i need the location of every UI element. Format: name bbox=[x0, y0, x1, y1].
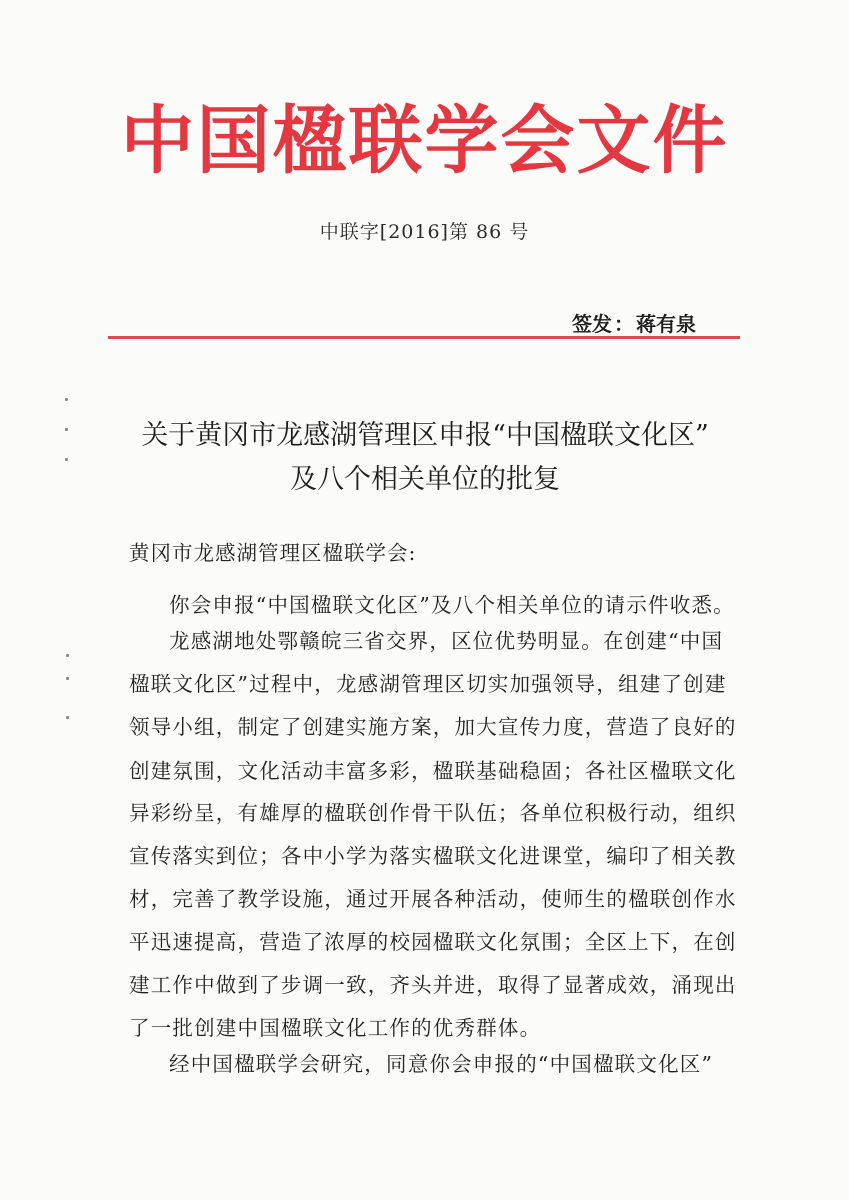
body-line: 平迅速提高，营造了浓厚的校园楹联文化氛围；全区上下，在创 bbox=[129, 930, 737, 954]
body-line: 材，完善了教学设施，通过开展各种活动，使师生的楹联创作水 bbox=[129, 887, 737, 911]
scan-speck bbox=[66, 654, 69, 657]
signer-name: 蒋有泉 bbox=[636, 312, 696, 336]
scan-speck bbox=[66, 716, 69, 719]
signer-separator: ： bbox=[614, 312, 634, 336]
body-line: 楹联文化区”过程中，龙感湖管理区切实加强领导，组建了创建 bbox=[129, 672, 727, 696]
body-line: 异彩纷呈，有雄厚的楹联创作骨干队伍；各单位积极行动，组织 bbox=[129, 801, 737, 825]
scan-speck bbox=[65, 428, 68, 431]
body-line: 你会申报“中国楹联文化区”及八个相关单位的请示件收悉。 bbox=[169, 593, 735, 617]
body-line: 建工作中做到了步调一致，齐头并进，取得了显著成效，涌现出 bbox=[129, 973, 737, 997]
body-line: 龙感湖地处鄂赣皖三省交界，区位优势明显。在创建“中国 bbox=[169, 629, 724, 653]
scan-speck bbox=[65, 458, 68, 461]
title-line-1: 关于黄冈市龙感湖管理区申报“中国楹联文化区” bbox=[141, 420, 709, 451]
signer-label: 签发 bbox=[572, 312, 612, 336]
document-title bbox=[100, 414, 750, 502]
body-line: 经中国楹联学会研究，同意你会申报的“中国楹联文化区” bbox=[169, 1052, 714, 1076]
document-number: 中联字[2016]第 86 号 bbox=[319, 221, 530, 243]
body-line: 创建氛围，文化活动丰富多彩，楹联基础稳固；各社区楹联文化 bbox=[129, 759, 737, 783]
scan-speck bbox=[66, 677, 69, 680]
body-line: 宣传落实到位；各中小学为落实楹联文化进课堂，编印了相关教 bbox=[129, 844, 737, 868]
body-line: 领导小组，制定了创建实施方案，加大宣传力度，营造了良好的 bbox=[129, 715, 737, 739]
red-divider bbox=[108, 336, 740, 339]
body-line: 了一批创建中国楹联文化工作的优秀群体。 bbox=[129, 1016, 542, 1040]
title-line-2: 及八个相关单位的批复 bbox=[290, 464, 560, 495]
signer-line bbox=[470, 310, 696, 338]
scan-speck bbox=[65, 398, 68, 401]
salutation: 黄冈市龙感湖管理区楹联学会: bbox=[129, 541, 417, 565]
masthead-title: 中国楹联学会文件 bbox=[120, 98, 729, 184]
